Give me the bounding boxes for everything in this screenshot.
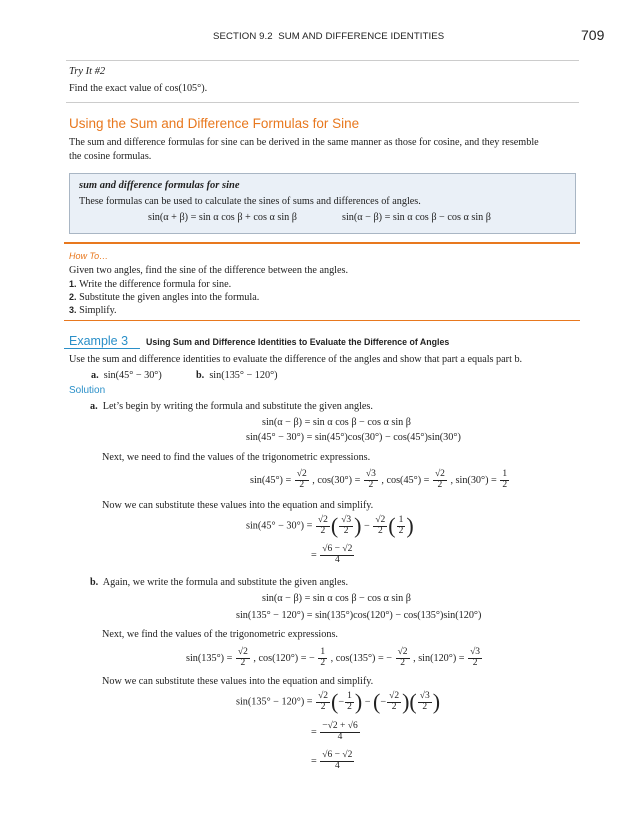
- formula-box: [69, 173, 576, 234]
- formula-diff: sin(α − β) = sin α cos β − cos α sin β: [342, 212, 491, 223]
- howto-step: 3. Simplify.: [69, 305, 117, 316]
- example-prompt: Use the sum and difference identities to evaluate the difference of the angles and show that part a equals part b.: [69, 354, 523, 365]
- example-part-b: b. sin(135° − 120°): [196, 370, 278, 381]
- sol-b-values: sin(135°) = $\frac{√2}{2}$ , cos(120°) = − $\frac{1}{2}$ , cos(135°) = − $\frac{√2}{2}$ , sin(120°) = $\frac{√3}{2}$: [186, 647, 481, 668]
- example-underline: [64, 348, 140, 349]
- howto-label: How To…: [69, 251, 109, 261]
- sol-b-eq2: sin(135° − 120°) = sin(135°)cos(120°) − cos(135°)sin(120°): [236, 610, 482, 621]
- fraction: $\frac{1}{2}$: [502, 469, 508, 490]
- sol-a-sub: Now we can substitute these values into the equation and simplify.: [102, 500, 374, 511]
- howto-intro: Given two angles, find the sine of the difference between the angles.: [69, 265, 349, 276]
- sol-b-simplify: sin(135° − 120°) = $\frac{√2}{2}$ (− $\frac{1}{2}$ ) − (− $\frac{√2}{2}$ )( $\frac{√3}{2}$ ): [236, 689, 441, 714]
- fraction: $\frac{√3}{2}$: [365, 469, 376, 490]
- sol-a-values: sin(45°) = $\frac{√2}{2}$ , cos(30°) = $\frac{√3}{2}$ , cos(45°) = $\frac{√2}{2}$ , sin(30°) = $\frac{1}{2}$: [250, 469, 508, 490]
- formula-sum: sin(α + β) = sin α cos β + cos α sin β: [148, 212, 297, 223]
- fraction: $\frac{√2}{2}$: [296, 469, 307, 490]
- divider: [66, 102, 579, 103]
- divider: [66, 60, 579, 61]
- tryit-label: Try It #2: [69, 66, 106, 77]
- sol-a-result: = $\frac{√6 - √2}{4}$: [311, 544, 353, 565]
- fraction: $\frac{√2}{2}$: [434, 469, 445, 490]
- example-part-a: a. sin(45° − 30°): [91, 370, 162, 381]
- formula-box-title: sum and difference formulas for sine: [79, 180, 240, 191]
- tryit-text: Find the exact value of cos(105°).: [69, 83, 208, 94]
- sol-b-sub: Now we can substitute these values into the equation and simplify.: [102, 676, 374, 687]
- running-header: [213, 31, 444, 42]
- example-title: Using Sum and Difference Identities to Evaluate the Difference of Angles: [146, 337, 450, 347]
- section-title: SUM AND DIFFERENCE IDENTITIES: [278, 31, 445, 42]
- example-label: Example 3: [69, 334, 129, 348]
- sol-a-simplify: sin(45° − 30°) = $\frac{√2}{2}$ ( $\frac{√3}{2}$ ) − $\frac{√2}{2}$ ( $\frac{1}{2}$ ): [246, 513, 414, 538]
- solution-label: Solution: [69, 385, 106, 396]
- sol-b-eq1: sin(α − β) = sin α cos β − cos α sin β: [262, 593, 411, 604]
- sol-a-eq2: sin(45° − 30°) = sin(45°)cos(30°) − cos(45°)sin(30°): [246, 432, 461, 443]
- sol-b-result: = $\frac{√6 - √2}{4}$: [311, 750, 353, 771]
- howto-step: 2. Substitute the given angles into the formula.: [69, 292, 260, 303]
- sol-b-intro: b. Again, we write the formula and substitute the given angles.: [90, 577, 349, 588]
- sol-b-next: Next, we find the values of the trigonometric expressions.: [102, 629, 338, 640]
- howto-top-rule: [64, 242, 580, 244]
- formula-box-text: These formulas can be used to calculate the sines of sums and differences of angles.: [79, 196, 421, 207]
- intro-line-1: The sum and difference formulas for sine can be derived in the same manner as those for cosine, and they resemble: [69, 137, 539, 148]
- page-number: 709: [581, 27, 605, 43]
- howto-step: 1. Write the difference formula for sine.: [69, 279, 232, 290]
- sol-b-step: = $\frac{-√2 + √6}{4}$: [311, 721, 358, 742]
- section-heading: Using the Sum and Difference Formulas for Sine: [69, 116, 360, 131]
- sol-a-eq1: sin(α − β) = sin α cos β − cos α sin β: [262, 417, 411, 428]
- howto-bottom-rule: [64, 320, 580, 321]
- sol-a-intro: a. Let’s begin by writing the formula and substitute the given angles.: [90, 401, 373, 412]
- section-number: SECTION 9.2: [213, 31, 273, 42]
- intro-line-2: the cosine formulas.: [69, 151, 152, 162]
- sol-a-next: Next, we need to find the values of the trigonometric expressions.: [102, 452, 371, 463]
